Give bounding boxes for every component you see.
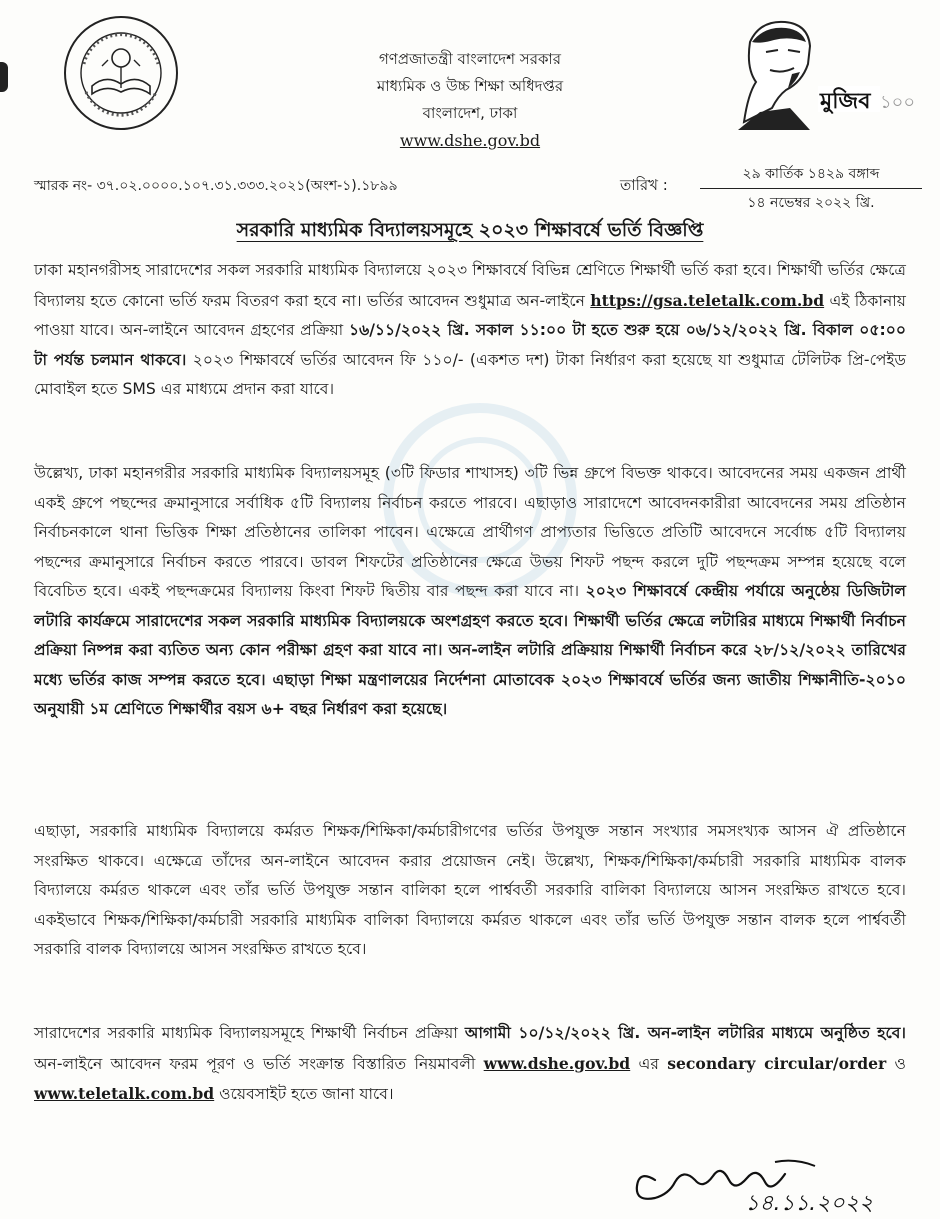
header-website-link[interactable]: www.dshe.gov.bd	[399, 131, 541, 150]
binder-punch-mark	[0, 62, 8, 92]
date-gregorian: ১৪ নভেম্বর ২০২২ খ্রি.	[747, 195, 875, 211]
lottery-date: আগামী ১০/১২/২০২২ খ্রি. অন-লাইন লটারির মাধ্যমে অনুষ্ঠিত হবে।	[464, 1024, 906, 1042]
svg-text:১০০: ১০০	[880, 92, 916, 113]
header-line-location: বাংলাদেশ, ঢাকা	[422, 104, 518, 122]
header-line-directorate: মাধ্যমিক ও উচ্চ শিক্ষা অধিদপ্তর	[376, 77, 564, 95]
header-line-government: গণপ্রজাতন্ত্রী বাংলাদেশ সরকার	[378, 50, 562, 68]
memo-number: স্মারক নং- ৩৭.০২.০০০০.১০৭.৩১.৩৩৩.২০২১(অংশ-১).১৮৯৯	[34, 178, 398, 194]
handwritten-signature	[625, 1150, 895, 1215]
teletalk-website-link[interactable]: www.teletalk.com.bd	[34, 1084, 215, 1103]
paragraph-reserved-seats: এছাড়া, সরকারি মাধ্যমিক বিদ্যালয়ে কর্মরত শিক্ষক/শিক্ষিকা/কর্মচারীগণের ভর্তির উপযুক্ত সন্তান সংখ্যার সমসংখ্যক আসন ঐ প্রতিষ্ঠানে সংরক্ষিত থাকবে। এক্ষেত্রে তাঁদের অন-লাইনে আবেদন করার প্রয়োজন নেই। উল্লেখ্য, শিক্ষক/শিক্ষিকা/কর্মচারী সরকারি মাধ্যমিক বালক বিদ্যালয়ে কর্মরত থাকলে এবং তাঁর ভর্তি উপযুক্ত সন্তান বালিকা হলে পার্শ্ববর্তী সরকারি বালিকা বিদ্যালয়ে আসন সংরক্ষিত রাখতে হবে। একইভাবে শিক্ষক/শিক্ষিকা/কর্মচারী সরকারি মাধ্যমিক বালিকা বিদ্যালয়ে কর্মরত থাকলে এবং তাঁর ভর্তি উপযুক্ত সন্তান বালক হলে পার্শ্ববর্তী সরকারি বালক বিদ্যালয়ে আসন সংরক্ষিত রাখতে হবে।	[34, 822, 906, 958]
date-bangla: ২৯ কার্তিক ১৪২৯ বঙ্গাব্দ	[700, 160, 922, 189]
application-portal-link[interactable]: https://gsa.teletalk.com.bd	[590, 290, 825, 310]
date-block	[700, 160, 922, 217]
application-period: ১৬/১১/২০২২ খ্রি. সকাল ১১:০০ টা হতে শুরু হয়ে ০৬/১২/২০২২ খ্রি. বিকাল ০৫:০০ টা পর্যন্ত চলমান থাকবে।	[34, 321, 906, 369]
portrait-badge-text: মুজিব	[820, 89, 871, 114]
paragraph-application-process: ঢাকা মহানগরীসহ সারাদেশের সকল সরকারি মাধ্যমিক বিদ্যালয়ে ২০২৩ শিক্ষাবর্ষে বিভিন্ন শ্রেণিতে শিক্ষার্থী ভর্তি করা হবে। শিক্ষার্থী ভর্তির ক্ষেত্রে বিদ্যালয় হতে কোনো ভর্তি ফরম বিতরণ করা হবে না। ভর্তির আবেদন শুধুমাত্র অন-লাইনে https://gsa.teletalk.com.bd এই ঠিকানায় পাওয়া যাবে। অন-লাইনে আবেদন গ্রহণের প্রক্রিয়া ১৬/১১/২০২২ খ্রি. সকাল ১১:০০ টা হতে শুরু হয়ে ০৬/১২/২০২২ খ্রি. বিকাল ০৫:০০ টা পর্যন্ত চলমান থাকবে। ২০২৩ শিক্ষাবর্ষে ভর্তির আবেদন ফি ১১০/- (একশত দশ) টাকা নির্ধারণ করা হয়েছে যা শুধুমাত্র টেলিটক প্রি-পেইড মোবাইল হতে SMS এর মাধ্যমে প্রদান করা যাবে।	[34, 261, 906, 398]
signature-date: ১৪.১১.২০২২	[745, 1191, 874, 1215]
notice-body	[34, 256, 906, 1110]
paragraph-selection-rules: উল্লেখ্য, ঢাকা মহানগরীর সরকারি মাধ্যমিক বিদ্যালয়সমূহ (৩টি ফিডার শাখাসহ) ৩টি ভিন্ন গ্রুপে বিভক্ত থাকবে। আবেদনের সময় একজন প্রার্থী একই গ্রুপে পছন্দের ক্রমানুসারে সর্বাধিক ৫টি বিদ্যালয় নির্বাচন করতে পারবে। এছাড়াও সারাদেশে আবেদনকারীরা আবেদনের সময় প্রতিষ্ঠান নির্বাচনকালে থানা ভিত্তিক শিক্ষা প্রতিষ্ঠানের তালিকা পাবেন। এক্ষেত্রে প্রার্থীগণ প্রাপ্যতার ভিত্তিতে প্রতিটি আবেদনে সর্বোচ্চ ৫টি বিদ্যালয় পছন্দের ক্রমানুসারে নির্বাচন করতে পারবে। ডাবল শিফটের প্রতিষ্ঠানের ক্ষেত্রে উভয় শিফট পছন্দ করলে দুটি পছন্দক্রম সম্পন্ন হয়েছে বলে বিবেচিত হবে। একই পছন্দক্রমের বিদ্যালয় কিংবা শিফট দ্বিতীয় বার পছন্দ করা যাবে না। ২০২৩ শিক্ষাবর্ষে কেন্দ্রীয় পর্যায়ে অনুষ্ঠেয় ডিজিটাল লটারি কার্যক্রমে সারাদেশের সকল সরকারি মাধ্যমিক বিদ্যালয়কে অংশগ্রহণ করতে হবে। শিক্ষার্থী ভর্তির ক্ষেত্রে লটারির মাধ্যমে শিক্ষার্থী নির্বাচন প্রক্রিয়া নিষ্পন্ন করা ব্যতিত অন্য কোন পরীক্ষা গ্রহণ করা যাবে না। অন-লাইন লটারি প্রক্রিয়ায় শিক্ষার্থী নির্বাচন করে ২৮/১২/২০২২ তারিখের মধ্যে ভর্তির কাজ সম্পন্ন করতে হবে। এছাড়া শিক্ষা মন্ত্রণালয়ের নির্দেশনা মোতাবেক ২০২৩ শিক্ষাবর্ষে ভর্তির জন্য জাতীয় শিক্ষানীতি-২০১০ অনুযায়ী ১ম শ্রেণিতে শিক্ষার্থীর বয়স ৬+ বছর নির্ধারণ করা হয়েছে।	[34, 464, 906, 718]
office-header	[290, 46, 650, 154]
dshe-website-link[interactable]: www.dshe.gov.bd	[483, 1053, 631, 1073]
notice-title: সরকারি মাধ্যমিক বিদ্যালয়সমূহে ২০২৩ শিক্ষাবর্ষে ভর্তি বিজ্ঞপ্তি	[236, 219, 704, 241]
mujib-portrait-logo	[730, 12, 920, 130]
government-seal-icon	[62, 14, 180, 132]
circular-order-text: secondary circular/order	[667, 1053, 887, 1073]
paragraph-lottery-date: সারাদেশের সরকারি মাধ্যমিক বিদ্যালয়সমূহে শিক্ষার্থী নির্বাচন প্রক্রিয়া আগামী ১০/১২/২০২২ খ্রি. অন-লাইন লটারির মাধ্যমে অনুষ্ঠিত হবে। অন-লাইনে আবেদন ফরম পূরণ ও ভর্তি সংক্রান্ত বিস্তারিত নিয়মাবলী www.dshe.gov.bd এর secondary circular/order ও www.teletalk.com.bd ওয়েবসাইট হতে জানা যাবে।	[34, 1024, 907, 1103]
lottery-instructions: ২০২৩ শিক্ষাবর্ষে কেন্দ্রীয় পর্যায়ে অনুষ্ঠেয় ডিজিটাল লটারি কার্যক্রমে সারাদেশের সকল সরকারি মাধ্যমিক বিদ্যালয়কে অংশগ্রহণ করতে হবে। শিক্ষার্থী ভর্তির ক্ষেত্রে লটারির মাধ্যমে শিক্ষার্থী নির্বাচন প্রক্রিয়া নিষ্পন্ন করা ব্যতিত অন্য কোন পরীক্ষা গ্রহণ করা যাবে না। অন-লাইন লটারি প্রক্রিয়ায় শিক্ষার্থী নির্বাচন করে ২৮/১২/২০২২ তারিখের মধ্যে ভর্তির কাজ সম্পন্ন করতে হবে। এছাড়া শিক্ষা মন্ত্রণালয়ের নির্দেশনা মোতাবেক ২০২৩ শিক্ষাবর্ষে ভর্তির জন্য জাতীয় শিক্ষানীতি-২০১০ অনুযায়ী ১ম শ্রেণিতে শিক্ষার্থীর বয়স ৬+ বছর নির্ধারণ করা হয়েছে।	[34, 582, 906, 718]
date-label: তারিখ :	[620, 176, 668, 194]
